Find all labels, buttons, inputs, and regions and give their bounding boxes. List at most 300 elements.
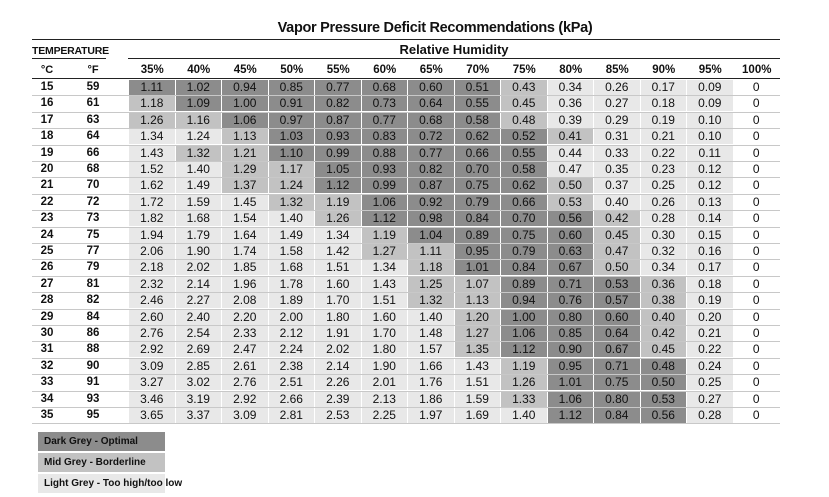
vpd-cell: 0.36: [548, 96, 594, 111]
legend-label: Light Grey - Too high/too low: [44, 478, 183, 489]
vpd-cell: 0: [734, 195, 780, 210]
temperature-c-label: 16: [40, 97, 54, 110]
vpd-cell: 1.12: [548, 408, 594, 423]
temperature-f-label: 77: [86, 245, 100, 257]
vpd-cell: 0.57: [594, 293, 640, 308]
vpd-cell: 0.14: [687, 211, 733, 226]
vpd-cell: 0.75: [501, 228, 547, 243]
vpd-cell: 2.51: [269, 375, 315, 390]
relative-humidity-header: Relative Humidity: [399, 42, 509, 57]
vpd-cell: 0: [734, 178, 780, 193]
vpd-cell: 1.03: [269, 129, 315, 144]
vpd-cell: 0.62: [501, 178, 547, 193]
vpd-cell: 0.64: [594, 326, 640, 341]
temperature-c-label: 27: [40, 277, 54, 290]
vpd-cell: 0.80: [594, 392, 640, 407]
vpd-cell: 1.12: [315, 178, 361, 193]
vpd-cell: 0.98: [408, 211, 454, 226]
vpd-cell: 0.50: [548, 178, 594, 193]
vpd-cell: 1.43: [362, 277, 408, 292]
vpd-cell: 1.32: [176, 146, 222, 161]
vpd-cell: 0.91: [269, 96, 315, 111]
vpd-cell: 1.33: [501, 392, 547, 407]
temperature-c-label: 20: [40, 163, 54, 175]
vpd-cell: 2.24: [269, 342, 315, 357]
vpd-cell: 2.76: [129, 326, 175, 341]
vpd-cell: 2.14: [176, 277, 222, 292]
vpd-cell: 1.94: [129, 228, 175, 243]
vpd-cell: 0.44: [548, 146, 594, 161]
vpd-cell: 0.87: [315, 113, 361, 128]
vpd-cell: 0: [734, 293, 780, 308]
vpd-cell: 1.24: [269, 178, 315, 193]
temperature-c-label: 18: [40, 130, 54, 143]
vpd-cell: 0.25: [641, 178, 687, 193]
vpd-cell: 1.48: [408, 326, 454, 341]
temperature-f-label: 61: [86, 97, 100, 110]
temperature-c-label: 15: [40, 81, 54, 93]
vpd-cell: 1.11: [408, 244, 454, 259]
rh-column-label: 35%: [140, 64, 164, 76]
vpd-cell: 0.90: [548, 342, 594, 357]
vpd-cell: 0.27: [687, 392, 733, 407]
vpd-cell: 1.49: [269, 228, 315, 243]
vpd-cell: 1.32: [408, 293, 454, 308]
vpd-cell: 1.57: [408, 342, 454, 357]
vpd-cell: 0.88: [362, 146, 408, 161]
vpd-cell: 2.85: [176, 359, 222, 374]
vpd-cell: 0.28: [687, 408, 733, 423]
vpd-cell: 1.82: [129, 211, 175, 226]
vpd-cell: 0.94: [222, 80, 268, 95]
vpd-cell: 0.17: [687, 260, 733, 275]
vpd-cell: 2.40: [176, 310, 222, 325]
vpd-cell: 1.49: [176, 178, 222, 193]
vpd-cell: 2.08: [222, 293, 268, 308]
vpd-cell: 2.92: [129, 342, 175, 357]
vpd-cell: 0: [734, 96, 780, 111]
vpd-cell: 2.32: [129, 277, 175, 292]
vpd-cell: 0.18: [687, 277, 733, 292]
vpd-cell: 2.02: [315, 342, 361, 357]
vpd-cell: 0.36: [641, 277, 687, 292]
vpd-cell: 0.17: [641, 80, 687, 95]
vpd-cell: 1.51: [315, 260, 361, 275]
vpd-cell: 0.31: [594, 129, 640, 144]
vpd-cell: 1.60: [315, 277, 361, 292]
vpd-cell: 0.21: [641, 129, 687, 144]
humidity-header-rule: [128, 58, 780, 59]
vpd-cell: 1.12: [362, 211, 408, 226]
vpd-cell: 2.39: [315, 392, 361, 407]
vpd-cell: 0.53: [594, 277, 640, 292]
vpd-cell: 1.70: [362, 326, 408, 341]
chart-title: Vapor Pressure Deficit Recommendations (kPa): [277, 20, 593, 36]
vpd-cell: 0: [734, 244, 780, 259]
vpd-cell: 0.48: [501, 113, 547, 128]
vpd-cell: 0.16: [687, 244, 733, 259]
temperature-c-label: 17: [40, 113, 54, 126]
vpd-cell: 2.61: [222, 359, 268, 374]
vpd-cell: 0.42: [594, 211, 640, 226]
vpd-cell: 1.19: [362, 228, 408, 243]
vpd-cell: 1.54: [222, 211, 268, 226]
vpd-cell: 0.95: [548, 359, 594, 374]
vpd-cell: 0.50: [641, 375, 687, 390]
vpd-cell: 0.66: [455, 146, 501, 161]
vpd-cell: 0.45: [594, 228, 640, 243]
vpd-cell: 0.33: [594, 146, 640, 161]
vpd-cell: 1.10: [269, 146, 315, 161]
vpd-cell: 1.97: [408, 408, 454, 423]
temperature-c-label: 30: [40, 327, 54, 339]
vpd-cell: 0.18: [641, 96, 687, 111]
rh-column-label: 70%: [466, 64, 490, 76]
vpd-cell: 0.29: [594, 113, 640, 128]
vpd-cell: 2.69: [176, 342, 222, 357]
vpd-cell: 0: [734, 162, 780, 177]
temperature-header-rule: [32, 58, 106, 59]
vpd-cell: 1.86: [408, 392, 454, 407]
legend-label: Dark Grey - Optimal: [44, 436, 138, 447]
temperature-f-label: 91: [86, 376, 100, 389]
vpd-cell: 0.19: [687, 293, 733, 308]
vpd-cell: 0.94: [501, 293, 547, 308]
vpd-cell: 1.37: [222, 178, 268, 193]
vpd-cell: 0.87: [408, 178, 454, 193]
header-bottom-rule: [32, 78, 780, 79]
vpd-cell: 1.01: [548, 375, 594, 390]
row-divider: [32, 423, 780, 424]
temperature-f-label: 86: [86, 327, 100, 339]
vpd-cell: 1.40: [501, 408, 547, 423]
vpd-cell: 0.40: [594, 195, 640, 210]
temperature-f-label: 68: [86, 163, 100, 175]
vpd-cell: 0.10: [687, 129, 733, 144]
vpd-cell: 3.09: [222, 408, 268, 423]
temperature-c-label: 34: [40, 392, 54, 405]
vpd-cell: 2.54: [176, 326, 222, 341]
vpd-cell: 0.19: [641, 113, 687, 128]
rh-column-label: 40%: [187, 64, 211, 76]
temperature-f-label: 63: [86, 113, 100, 126]
vpd-cell: 0.58: [501, 162, 547, 177]
vpd-cell: 1.51: [455, 375, 501, 390]
vpd-cell: 0.79: [455, 195, 501, 210]
vpd-cell: 3.09: [129, 359, 175, 374]
temperature-f-label: 72: [86, 195, 100, 208]
vpd-cell: 2.81: [269, 408, 315, 423]
vpd-cell: 1.07: [455, 277, 501, 292]
vpd-cell: 1.90: [176, 244, 222, 259]
vpd-cell: 1.01: [455, 260, 501, 275]
vpd-cell: 1.68: [176, 211, 222, 226]
temperature-c-label: 29: [40, 310, 54, 323]
temperature-f-label: 82: [86, 294, 100, 307]
vpd-cell: 0.38: [641, 293, 687, 308]
vpd-cell: 1.62: [129, 178, 175, 193]
vpd-cell: 0.97: [269, 113, 315, 128]
vpd-cell: 0.82: [408, 162, 454, 177]
vpd-cell: 0.40: [641, 310, 687, 325]
vpd-cell: 0: [734, 310, 780, 325]
vpd-cell: 0.28: [641, 211, 687, 226]
vpd-cell: 0.85: [269, 80, 315, 95]
vpd-cell: 0.99: [315, 146, 361, 161]
vpd-cell: 2.53: [315, 408, 361, 423]
vpd-cell: 0.32: [641, 244, 687, 259]
temperature-header: TEMPERATURE: [32, 45, 109, 57]
vpd-cell: 1.21: [222, 146, 268, 161]
vpd-cell: 0.95: [455, 244, 501, 259]
vpd-cell: 0.27: [594, 96, 640, 111]
rh-column-label: 50%: [280, 64, 304, 76]
rh-column-label: 85%: [605, 64, 629, 76]
temperature-f-label: 59: [86, 81, 100, 93]
vpd-cell: 0: [734, 146, 780, 161]
vpd-cell: 1.64: [222, 228, 268, 243]
vpd-cell: 3.19: [176, 392, 222, 407]
vpd-cell: 0.68: [362, 80, 408, 95]
temperature-c-label: 35: [40, 409, 54, 421]
vpd-cell: 1.60: [362, 310, 408, 325]
vpd-cell: 0.45: [501, 96, 547, 111]
vpd-cell: 1.85: [222, 260, 268, 275]
vpd-cell: 0.71: [594, 359, 640, 374]
vpd-cell: 0.50: [594, 260, 640, 275]
vpd-cell: 2.12: [269, 326, 315, 341]
vpd-cell: 0.34: [548, 80, 594, 95]
vpd-cell: 0.43: [501, 80, 547, 95]
vpd-cell: 0.56: [641, 408, 687, 423]
vpd-cell: 0.41: [548, 129, 594, 144]
vpd-cell: 3.65: [129, 408, 175, 423]
vpd-cell: 0.24: [687, 359, 733, 374]
vpd-cell: 0.51: [455, 80, 501, 95]
vpd-cell: 3.37: [176, 408, 222, 423]
vpd-cell: 2.92: [222, 392, 268, 407]
rh-column-label: 55%: [326, 64, 350, 76]
vpd-cell: 1.91: [315, 326, 361, 341]
vpd-cell: 0.75: [455, 178, 501, 193]
vpd-cell: 1.13: [455, 293, 501, 308]
vpd-cell: 1.34: [129, 129, 175, 144]
vpd-cell: 0.35: [594, 162, 640, 177]
vpd-cell: 0.21: [687, 326, 733, 341]
vpd-cell: 0.76: [548, 293, 594, 308]
vpd-cell: 0.56: [548, 211, 594, 226]
vpd-cell: 0.60: [548, 228, 594, 243]
vpd-cell: 1.69: [455, 408, 501, 423]
rh-column-label: 60%: [373, 64, 397, 76]
temperature-f-label: 90: [86, 359, 100, 372]
vpd-cell: 0.30: [641, 228, 687, 243]
vpd-cell: 0.84: [594, 408, 640, 423]
vpd-cell: 0.48: [641, 359, 687, 374]
vpd-cell: 0.53: [548, 195, 594, 210]
vpd-cell: 1.13: [222, 129, 268, 144]
vpd-cell: 0: [734, 228, 780, 243]
vpd-cell: 1.66: [408, 359, 454, 374]
temperature-f-label: 81: [86, 277, 100, 290]
vpd-cell: 0.77: [408, 146, 454, 161]
vpd-cell: 1.02: [176, 80, 222, 95]
vpd-cell: 1.06: [222, 113, 268, 128]
vpd-cell: 0.93: [362, 162, 408, 177]
vpd-cell: 2.60: [129, 310, 175, 325]
vpd-cell: 2.25: [362, 408, 408, 423]
vpd-cell: 1.17: [269, 162, 315, 177]
temperature-f-label: 79: [86, 261, 100, 274]
vpd-cell: 0.55: [501, 146, 547, 161]
vpd-cell: 1.20: [455, 310, 501, 325]
vpd-cell: 0.13: [687, 195, 733, 210]
vpd-cell: 0.73: [362, 96, 408, 111]
vpd-cell: 0.25: [687, 375, 733, 390]
celsius-unit-label: °C: [40, 64, 54, 76]
vpd-cell: 0.80: [548, 310, 594, 325]
temperature-c-label: 23: [40, 212, 54, 225]
vpd-cell: 2.02: [176, 260, 222, 275]
vpd-cell: 0.22: [687, 342, 733, 357]
vpd-cell: 0.47: [548, 162, 594, 177]
vpd-cell: 1.90: [362, 359, 408, 374]
vpd-cell: 0.67: [548, 260, 594, 275]
vpd-cell: 0.42: [641, 326, 687, 341]
vpd-cell: 2.06: [129, 244, 175, 259]
vpd-cell: 0.10: [687, 113, 733, 128]
vpd-cell: 1.09: [176, 96, 222, 111]
vpd-cell: 1.00: [501, 310, 547, 325]
vpd-cell: 1.26: [315, 211, 361, 226]
vpd-cell: 1.40: [269, 211, 315, 226]
vpd-cell: 0: [734, 359, 780, 374]
temperature-f-label: 70: [86, 179, 100, 192]
vpd-cell: 0.72: [408, 129, 454, 144]
temperature-f-label: 93: [86, 392, 100, 405]
vpd-cell: 0.75: [594, 375, 640, 390]
fahrenheit-unit-label: °F: [87, 64, 99, 76]
temperature-c-label: 31: [40, 343, 54, 356]
vpd-cell: 0: [734, 392, 780, 407]
vpd-cell: 1.00: [222, 96, 268, 111]
vpd-cell: 0.92: [408, 195, 454, 210]
vpd-cell: 0.11: [687, 146, 733, 161]
vpd-cell: 0.52: [501, 129, 547, 144]
vpd-cell: 2.46: [129, 293, 175, 308]
vpd-cell: 2.01: [362, 375, 408, 390]
vpd-cell: 2.26: [315, 375, 361, 390]
vpd-cell: 1.78: [269, 277, 315, 292]
vpd-cell: 0.20: [687, 310, 733, 325]
vpd-cell: 1.18: [129, 96, 175, 111]
vpd-cell: 0: [734, 129, 780, 144]
vpd-cell: 2.20: [222, 310, 268, 325]
vpd-cell: 0.58: [455, 113, 501, 128]
vpd-cell: 1.40: [408, 310, 454, 325]
vpd-cell: 1.51: [362, 293, 408, 308]
rh-column-label: 95%: [698, 64, 722, 76]
vpd-cell: 0.70: [501, 211, 547, 226]
vpd-cell: 1.42: [315, 244, 361, 259]
vpd-cell: 0: [734, 342, 780, 357]
vpd-cell: 0.45: [641, 342, 687, 357]
vpd-cell: 0.99: [362, 178, 408, 193]
vpd-cell: 2.00: [269, 310, 315, 325]
vpd-cell: 0.93: [315, 129, 361, 144]
vpd-cell: 1.80: [362, 342, 408, 357]
vpd-cell: 2.18: [129, 260, 175, 275]
vpd-cell: 0.15: [687, 228, 733, 243]
vpd-cell: 0.64: [408, 96, 454, 111]
vpd-cell: 1.06: [362, 195, 408, 210]
temperature-c-label: 26: [40, 261, 54, 274]
vpd-cell: 1.06: [548, 392, 594, 407]
vpd-cell: 1.96: [222, 277, 268, 292]
temperature-c-label: 22: [40, 195, 54, 208]
temperature-f-label: 95: [86, 409, 100, 421]
vpd-cell: 1.19: [501, 359, 547, 374]
vpd-cell: 1.72: [129, 195, 175, 210]
vpd-cell: 1.74: [222, 244, 268, 259]
vpd-cell: 0.63: [548, 244, 594, 259]
vpd-cell: 1.40: [176, 162, 222, 177]
temperature-c-label: 21: [40, 179, 54, 192]
vpd-cell: 1.43: [129, 146, 175, 161]
vpd-cell: 1.19: [315, 195, 361, 210]
vpd-cell: 0.12: [687, 178, 733, 193]
temperature-c-label: 28: [40, 294, 54, 307]
vpd-cell: 0.23: [641, 162, 687, 177]
vpd-cell: 1.45: [222, 195, 268, 210]
temperature-c-label: 19: [40, 146, 54, 159]
rh-column-label: 80%: [559, 64, 583, 76]
vpd-cell: 1.58: [269, 244, 315, 259]
vpd-cell: 0: [734, 375, 780, 390]
vpd-cell: 2.76: [222, 375, 268, 390]
vpd-cell: 2.47: [222, 342, 268, 357]
vpd-cell: 2.33: [222, 326, 268, 341]
vpd-cell: 0.77: [362, 113, 408, 128]
vpd-cell: 0.68: [408, 113, 454, 128]
rh-column-label: 45%: [233, 64, 257, 76]
vpd-cell: 1.76: [408, 375, 454, 390]
vpd-cell: 0.60: [594, 310, 640, 325]
vpd-cell: 0.82: [315, 96, 361, 111]
vpd-cell: 0.79: [501, 244, 547, 259]
vpd-cell: 1.05: [315, 162, 361, 177]
vpd-cell: 0.60: [408, 80, 454, 95]
vpd-cell: 1.34: [315, 228, 361, 243]
rh-column-label: 100%: [742, 64, 772, 76]
temperature-f-label: 73: [86, 212, 100, 225]
vpd-cell: 1.12: [501, 342, 547, 357]
vpd-cell: 0.77: [315, 80, 361, 95]
vpd-cell: 2.13: [362, 392, 408, 407]
vpd-cell: 0.71: [548, 277, 594, 292]
vpd-cell: 1.27: [362, 244, 408, 259]
vpd-cell: 1.59: [176, 195, 222, 210]
vpd-cell: 0.62: [455, 129, 501, 144]
temperature-f-label: 88: [86, 343, 100, 356]
vpd-cell: 1.80: [315, 310, 361, 325]
vpd-cell: 1.32: [269, 195, 315, 210]
vpd-cell: 1.06: [501, 326, 547, 341]
vpd-cell: 0: [734, 326, 780, 341]
rh-column-label: 65%: [419, 64, 443, 76]
vpd-cell: 0.12: [687, 162, 733, 177]
vpd-cell: 0.84: [455, 211, 501, 226]
